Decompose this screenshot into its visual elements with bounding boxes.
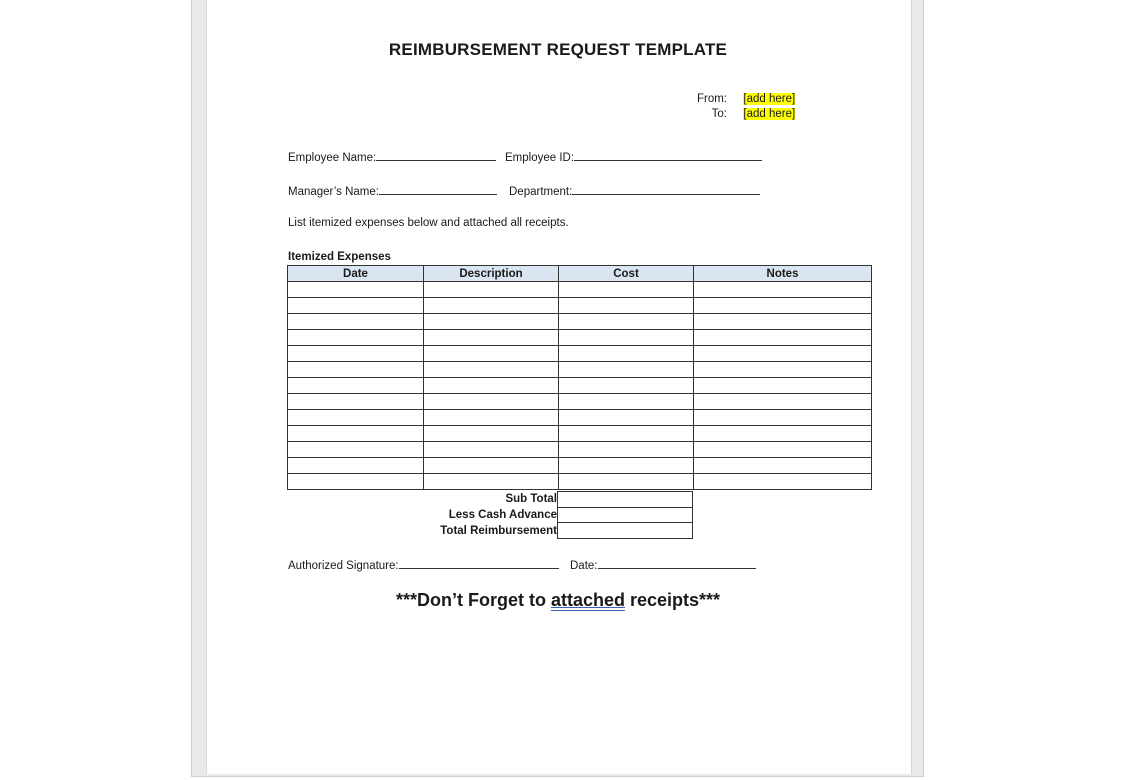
reminder-attached: attached bbox=[550, 590, 625, 610]
cell-cost[interactable] bbox=[559, 362, 694, 378]
column-header-notes: Notes bbox=[694, 266, 872, 282]
cell-notes[interactable] bbox=[694, 394, 872, 410]
table-row bbox=[288, 314, 872, 330]
total-reimbursement-row bbox=[420, 523, 557, 539]
to-value[interactable]: [add here] bbox=[743, 108, 796, 120]
signature-date-field[interactable] bbox=[570, 558, 756, 572]
cell-date[interactable] bbox=[288, 410, 424, 426]
cell-notes[interactable] bbox=[694, 442, 872, 458]
from-label: From: bbox=[696, 93, 727, 105]
cell-cost[interactable] bbox=[559, 346, 694, 362]
employee-id-line[interactable] bbox=[574, 150, 762, 161]
cell-date[interactable] bbox=[288, 346, 424, 362]
cell-date[interactable] bbox=[288, 298, 424, 314]
to-row bbox=[667, 108, 795, 120]
table-row bbox=[288, 410, 872, 426]
cell-notes[interactable] bbox=[694, 314, 872, 330]
cell-description[interactable] bbox=[424, 410, 559, 426]
cell-description[interactable] bbox=[424, 362, 559, 378]
cell-description[interactable] bbox=[424, 330, 559, 346]
column-header-description: Description bbox=[424, 266, 559, 282]
table-row bbox=[288, 362, 872, 378]
cell-description[interactable] bbox=[424, 394, 559, 410]
cell-cost[interactable] bbox=[559, 426, 694, 442]
employee-name-line[interactable] bbox=[376, 150, 496, 161]
cell-notes[interactable] bbox=[694, 330, 872, 346]
table-row bbox=[288, 394, 872, 410]
cell-notes[interactable] bbox=[694, 346, 872, 362]
cell-date[interactable] bbox=[288, 362, 424, 378]
cell-date[interactable] bbox=[288, 330, 424, 346]
manager-name-line[interactable] bbox=[379, 184, 497, 195]
expenses-header-row bbox=[288, 266, 872, 282]
subtotal-label: Sub Total bbox=[505, 493, 557, 505]
table-row bbox=[288, 458, 872, 474]
document-title: REIMBURSEMENT REQUEST TEMPLATE bbox=[388, 40, 728, 59]
cell-date[interactable] bbox=[288, 394, 424, 410]
cell-description[interactable] bbox=[424, 426, 559, 442]
cell-description[interactable] bbox=[424, 314, 559, 330]
column-header-date: Date bbox=[288, 266, 424, 282]
to-label: To: bbox=[711, 108, 727, 120]
cell-description[interactable] bbox=[424, 346, 559, 362]
subtotal-box[interactable] bbox=[557, 491, 693, 508]
manager-name-label: Manager’s Name: bbox=[288, 186, 379, 198]
table-row bbox=[288, 474, 872, 490]
cell-cost[interactable] bbox=[559, 474, 694, 490]
subtotal-row bbox=[420, 491, 557, 507]
table-row bbox=[288, 282, 872, 298]
cell-date[interactable] bbox=[288, 458, 424, 474]
cell-date[interactable] bbox=[288, 442, 424, 458]
from-row bbox=[667, 93, 795, 105]
table-row bbox=[288, 346, 872, 362]
employee-id-field[interactable] bbox=[505, 150, 762, 164]
from-value[interactable]: [add here] bbox=[743, 93, 796, 105]
cell-cost[interactable] bbox=[559, 330, 694, 346]
cell-description[interactable] bbox=[424, 298, 559, 314]
signature-line[interactable] bbox=[399, 558, 559, 569]
instructions-text: List itemized expenses below and attached all receipts. bbox=[288, 217, 569, 229]
table-row bbox=[288, 426, 872, 442]
cell-date[interactable] bbox=[288, 282, 424, 298]
cell-cost[interactable] bbox=[559, 458, 694, 474]
cell-description[interactable] bbox=[424, 442, 559, 458]
column-header-cost: Cost bbox=[559, 266, 694, 282]
total-reimbursement-box[interactable] bbox=[557, 523, 693, 539]
cell-cost[interactable] bbox=[559, 378, 694, 394]
cell-cost[interactable] bbox=[559, 282, 694, 298]
date-line[interactable] bbox=[598, 558, 756, 569]
cell-cost[interactable] bbox=[559, 298, 694, 314]
table-row bbox=[288, 378, 872, 394]
employee-name-field[interactable] bbox=[288, 150, 496, 164]
cell-notes[interactable] bbox=[694, 474, 872, 490]
cell-description[interactable] bbox=[424, 458, 559, 474]
table-row bbox=[288, 298, 872, 314]
cell-description[interactable] bbox=[424, 378, 559, 394]
employee-id-label: Employee ID: bbox=[505, 152, 575, 164]
reminder-note bbox=[206, 590, 910, 611]
signature-label: Authorized Signature: bbox=[288, 560, 399, 572]
totals-block bbox=[420, 491, 557, 539]
authorized-signature-field[interactable] bbox=[288, 558, 559, 572]
employee-name-label: Employee Name: bbox=[288, 152, 377, 164]
reminder-suffix: receipts*** bbox=[624, 590, 721, 610]
cell-notes[interactable] bbox=[694, 298, 872, 314]
cell-cost[interactable] bbox=[559, 394, 694, 410]
cell-description[interactable] bbox=[424, 282, 559, 298]
cell-cost[interactable] bbox=[559, 442, 694, 458]
total-reimbursement-label: Total Reimbursement bbox=[440, 525, 557, 537]
table-row bbox=[288, 330, 872, 346]
cell-notes[interactable] bbox=[694, 378, 872, 394]
cell-date[interactable] bbox=[288, 426, 424, 442]
cell-cost[interactable] bbox=[559, 314, 694, 330]
cell-notes[interactable] bbox=[694, 362, 872, 378]
cell-date[interactable] bbox=[288, 378, 424, 394]
cell-date[interactable] bbox=[288, 314, 424, 330]
cell-notes[interactable] bbox=[694, 410, 872, 426]
department-label: Department: bbox=[509, 186, 573, 198]
less-cash-advance-label: Less Cash Advance bbox=[448, 509, 557, 521]
manager-name-field[interactable] bbox=[288, 184, 497, 198]
cell-description[interactable] bbox=[424, 474, 559, 490]
cell-date[interactable] bbox=[288, 474, 424, 490]
department-field[interactable] bbox=[509, 184, 760, 198]
reminder-prefix: ***Don’t Forget to bbox=[395, 590, 551, 610]
expenses-table-body bbox=[288, 282, 872, 490]
expenses-table bbox=[287, 265, 872, 490]
cell-notes[interactable] bbox=[694, 282, 872, 298]
cell-notes[interactable] bbox=[694, 426, 872, 442]
table-row bbox=[288, 442, 872, 458]
less-cash-advance-row bbox=[420, 507, 557, 523]
less-cash-advance-box[interactable] bbox=[557, 507, 693, 523]
cell-cost[interactable] bbox=[559, 410, 694, 426]
itemized-expenses-label: Itemized Expenses bbox=[288, 251, 391, 263]
date-label: Date: bbox=[570, 560, 598, 572]
department-line[interactable] bbox=[572, 184, 760, 195]
cell-notes[interactable] bbox=[694, 458, 872, 474]
